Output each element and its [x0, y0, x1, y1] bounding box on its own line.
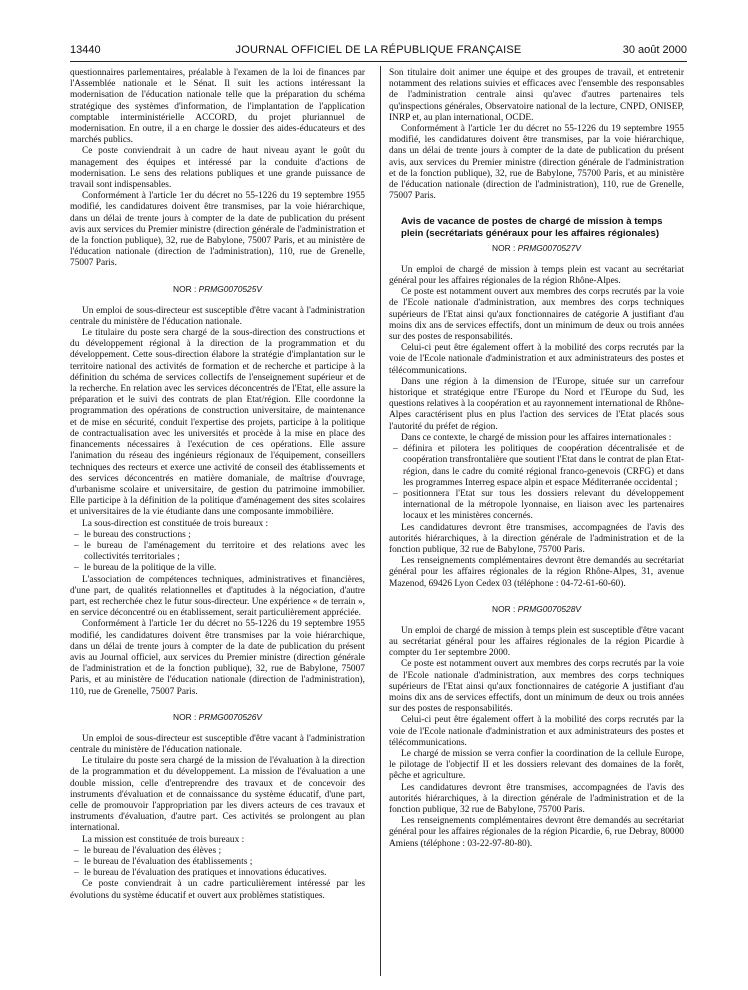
nor-label: NOR :: [492, 603, 516, 614]
paragraph: Ce poste est notamment ouvert aux membres des corps recrutés par la voie de l'Ecole nationale d'administration, aux membres des corps techniques supérieurs de l'Etat ainsi qu'aux fonctionnaires de catégorie A justifiant d'au moins dix ans de services effectifs, dont un minimum de deux ou trois années sur des postes de responsabilités.: [389, 287, 684, 343]
paragraph: Ce poste conviendrait à un cadre de haut niveau ayant le goût du management des équipes et intéressé par la conduite d'actions de modernisation. Le sens des relations publiques et une grande puissance de travail sont indispensables.: [70, 146, 365, 191]
paragraph: Celui-ci peut être également offert à la mobilité des corps recrutés par la voie de l'Ecole nationale d'administration et aux administrateurs des postes et télécommunications.: [389, 343, 684, 376]
list-item: – le bureau de l'évaluation des élèves ;: [84, 846, 365, 857]
nor-reference: [389, 243, 684, 253]
nor-label: NOR :: [173, 283, 197, 294]
paragraph: Dans ce contexte, le chargé de mission pour les affaires internationales :: [401, 432, 672, 443]
list-item: – le bureau des constructions ;: [84, 530, 365, 541]
nor-code: PRMG0070526V: [198, 711, 262, 722]
paragraph: Celui-ci peut être également offert à la mobilité des corps recrutés par la voie de l'Ecole nationale d'administration et aux administrateurs des postes et télécommunications.: [389, 715, 684, 748]
paragraph: La sous-direction est constituée de trois bureaux :: [82, 518, 269, 529]
paragraph: Les candidatures devront être transmises, accompagnées de l'avis des autorités hiérarchiques, à la direction générale de l'administration et de la fonction publique, 32 rue de Babylone, 75700 Paris.: [389, 782, 684, 815]
nor-code: PRMG0070527V: [517, 242, 581, 253]
paragraph: Conformément à l'article 1er du décret no 55-1226 du 19 septembre 1955 modifié, les candidatures doivent être transmises, par la voie hiérarchique, dans un délai de trente jours à compter de la date de publication du présent avis, aux services du Premier ministre (direction générale de l'administration et de la fonction publique), 32, rue de Babylone, 75700 Paris, et au ministère de l'éducation nationale (direction de l'administration), 110, rue de Grenelle, 75007 Paris.: [389, 124, 684, 202]
nor-reference: [70, 712, 365, 722]
paragraph: Le titulaire du poste sera chargé de la mission de l'évaluation à la direction de la programmation et du développement. La mission de l'évaluation a une double mission, celle d'entreprendre des travaux et de concevoir des instruments d'évaluation et de connaissance du système éducatif, d'une part, celle de promouvoir l'appropriation par les divers acteurs de ces travaux et instruments d'évaluation, d'autre part. Ces activités se prolongent au plan international.: [70, 756, 365, 834]
paragraph: Un emploi de sous-directeur est susceptible d'être vacant à l'administration centrale du ministère de l'éducation nationale.: [70, 733, 365, 755]
right-column: [389, 68, 684, 983]
paragraph: Conformément à l'article 1er du décret no 55-1226 du 19 septembre 1955 modifié, les candidatures doivent être transmises par la voie hiérarchique, dans un délai de trente jours à compter de la date de publication du présent avis au Journal officiel, aux services du Premier ministre (direction générale de l'administration et de la fonction publique), 32, rue de Babylone, 75007 Paris, et au ministère de l'éducation nationale (direction de l'administration), 110, rue de Grenelle, 75007 Paris.: [70, 619, 365, 697]
paragraph: Conformément à l'article 1er du décret no 55-1226 du 19 septembre 1955 modifié, les candidatures doivent être transmises, par la voie hiérarchique, dans un délai de trente jours à compter de la date de publication du présent avis aux services du Premier ministre (direction générale de l'administration et de la fonction publique), 32, rue de Babylone, 75007 Paris, et au ministère de l'éducation nationale (direction de l'administration), 110, rue de Grenelle, 75007 Paris.: [70, 191, 365, 269]
left-column: [70, 68, 365, 983]
publication-date: 30 août 2000: [622, 44, 687, 56]
paragraph: L'association de compétences techniques, administratives et financières, d'une part, de qualités relationnelles et d'aptitudes à la négociation, d'autre part, est recherchée chez le futur sous-directeur. Une expérience « de terrain », en service déconcentré ou en établissement, serait particulièrement appréciée.: [70, 574, 365, 619]
list-item: – le bureau de l'évaluation des pratiques et innovations éducatives.: [84, 868, 365, 879]
paragraph: Les renseignements complémentaires devront être demandés au secrétariat général pour les affaires régionales de la région Rhône-Alpes, 31, avenue Mazenod, 69426 Lyon Cedex 03 (téléphone : 04-72-61-60-60).: [389, 556, 684, 589]
list-item: – définira et pilotera les politiques de coopération décentralisée et de coopération transfrontalière que soutient l'Etat dans le contrat de plan Etat-région, dans le cadre du comité régional franco-genevois (CRFG) et dans les programmes Interreg espace alpin et espace Méditerranée occidental ;: [403, 444, 684, 489]
nor-code: PRMG0070528V: [517, 603, 581, 614]
journal-title: JOURNAL OFFICIEL DE LA RÉPUBLIQUE FRANÇAISE: [235, 44, 522, 56]
bureau-list: [70, 530, 365, 575]
paragraph: Un emploi de chargé de mission à temps plein est vacant au secrétariat général pour les affaires régionales de la région Rhône-Alpes.: [389, 264, 684, 287]
nor-reference: [70, 284, 365, 294]
page-number: 13440: [70, 44, 101, 56]
paragraph: Ce poste est notamment ouvert aux membres des corps recrutés par la voie de l'Ecole nationale d'administration, aux membres des corps techniques supérieurs de l'Etat ainsi qu'aux fonctionnaires de catégorie A justifiant d'au moins dix ans de services effectifs, dont un minimum de deux ou trois années sur des postes de responsabilités.: [389, 659, 684, 715]
bureau-list: [70, 846, 365, 880]
nor-reference: [389, 604, 684, 614]
paragraph: Ce poste conviendrait à un cadre particulièrement intéressé par les évolutions du système éducatif et ouvert aux problèmes statistiques.: [70, 879, 365, 901]
list-item: – le bureau de la politique de la ville.: [84, 563, 365, 574]
column-divider: [380, 66, 381, 976]
section-heading: Avis de vacance de postes de chargé de mission à temps plein (secrétariats généraux pour les affaires régionales): [401, 216, 663, 239]
page-header: [70, 42, 687, 58]
paragraph: questionnaires parlementaires, préalable à l'examen de la loi de finances par l'Assemblée nationale et le Sénat. Il suit les actions intéressant la modernisation de l'éducation nationale telle que la préparation du schéma stratégique des systèmes d'information, de l'implantation de l'application comptable interministérielle ACCORD, du projet pluriannuel de modernisation. En outre, il a en charge le dossier des aides-éducateurs et des marchés publics.: [70, 68, 365, 146]
list-item: – le bureau de l'aménagement du territoire et des relations avec les collectivités territoriales ;: [84, 541, 365, 563]
paragraph: Le titulaire du poste sera chargé de la sous-direction des constructions et du développement régional à la direction de la programmation et du développement. Cette sous-direction élabore la stratégie d'implantation sur le territoire national des activités de formation et de recherche et participe à la définition du schéma de services collectifs de l'enseignement supérieur et de la recherche. En relation avec les services déconcentrés de l'Etat, elle assure la préparation et le suivi des contrats de plan Etat/région. Elle coordonne la programmation des opérations de construction universitaire, de maintenance et de mise en sécurité, conduit l'expertise des projets, participe à la politique de contractualisation avec les universités et procède à la mise en place des financements nécessaires à l'exécution de ces opérations. Elle assure l'animation du réseau des ingénieurs régionaux de l'équipement, conseillers techniques des recteurs et exerce une activité de conseil des établissements et des services déconcentrés en matière domaniale, de maîtrise d'ouvrage, d'urbanisme scolaire et universitaire, de gestion du patrimoine immobilier. Elle participe à la définition de la politique d'aménagement des sites scolaires et universitaires de la vie étudiante dans une composante immobilière.: [70, 328, 365, 518]
nor-label: NOR :: [492, 242, 516, 253]
header-rule: [70, 61, 687, 62]
paragraph: Son titulaire doit animer une équipe et des groupes de travail, et entretenir notamment des relations suivies et efficaces avec l'ensemble des responsables de l'administration centrale ainsi qu'avec d'autres partenaires tels qu'inspections générales, Observatoire national de la lecture, CNPD, ONISEP, INRP et, au plan international, OCDE.: [389, 68, 684, 123]
paragraph: Le chargé de mission se verra confier la coordination de la cellule Europe, le pilotage de l'objectif II et les dossiers relevant des domaines de la forêt, pêche et agriculture.: [389, 748, 684, 782]
paragraph: La mission est constituée de trois bureaux :: [82, 834, 245, 845]
paragraph: Les renseignements complémentaires devront être demandés au secrétariat général pour les affaires régionales de la région Picardie, 6, rue Debray, 80000 Amiens (téléphone : 03-22-97-80-80).: [389, 816, 684, 849]
nor-code: PRMG0070525V: [198, 283, 262, 294]
paragraph: Les candidatures devront être transmises, accompagnées de l'avis des autorités hiérarchiques, à la direction générale de l'administration et de la fonction publique, 32 rue de Babylone, 75700 Paris.: [389, 522, 684, 555]
paragraph: Un emploi de chargé de mission à temps plein est susceptible d'être vacant au secrétariat général pour les affaires régionales de la région Picardie à compter du 1er septembre 2000.: [389, 625, 684, 659]
nor-label: NOR :: [173, 711, 197, 722]
paragraph: Un emploi de sous-directeur est susceptible d'être vacant à l'administration centrale du ministère de l'éducation nationale.: [70, 305, 365, 327]
list-item: – positionnera l'Etat sur tous les dossiers relevant du développement international de la métropole lyonnaise, en liaison avec les partenaires locaux et les ministères concernés.: [403, 489, 684, 523]
list-item: – le bureau de l'évaluation des établissements ;: [84, 857, 365, 868]
paragraph: Dans une région à la dimension de l'Europe, située sur un carrefour historique et stratégique entre l'Europe du Nord et l'Europe du Sud, les questions relatives à la coopération et au rayonnement international de Rhône-Alpes caractérisent plus en plus l'action des services de l'Etat placés sous l'autorité du préfet de région.: [389, 376, 684, 432]
mission-list: [389, 444, 684, 522]
